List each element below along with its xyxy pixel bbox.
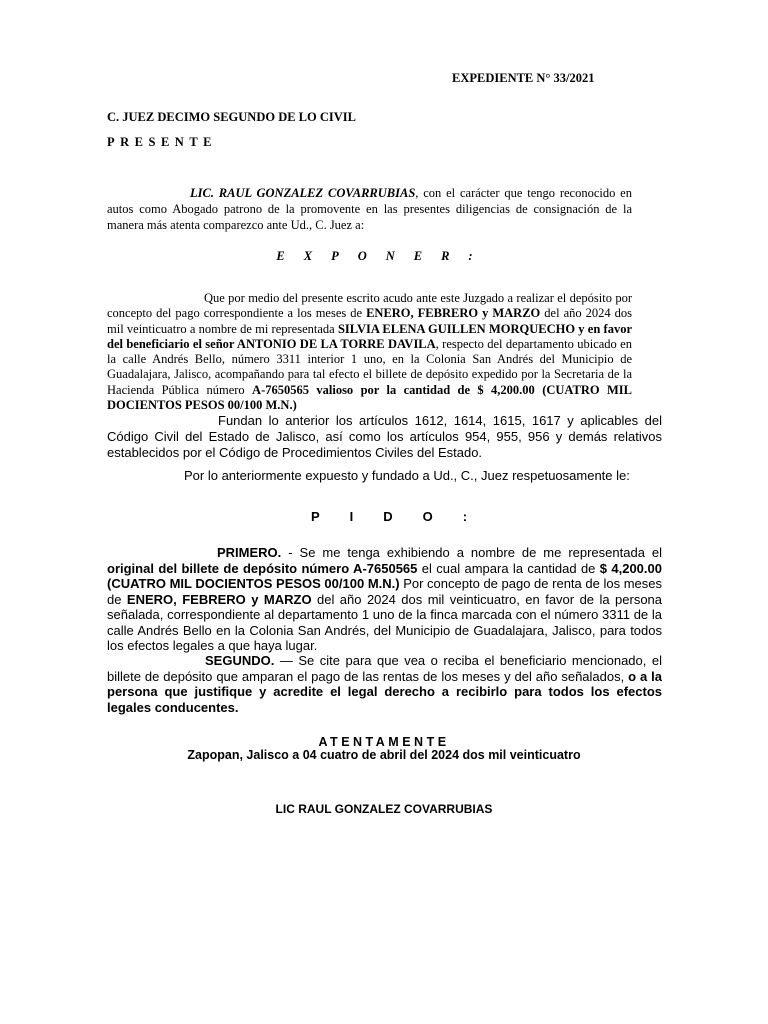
primero-paragraph <box>107 545 662 654</box>
atentamente-heading: ATENTAMENTE <box>318 735 450 749</box>
deposit-paragraph <box>107 291 632 413</box>
signature-name: LIC RAUL GONZALEZ COVARRUBIAS <box>275 802 493 816</box>
place-date: Zapopan, Jalisco a 04 cuatro de abril del 2024 dos mil veinticuatro <box>187 748 581 762</box>
exponer-heading: EXPONER: <box>276 249 492 263</box>
deposit-parties: SILVIA ELENA GUILLEN MORQUECHO y en favor del beneficiario el señor ANTONIO DE LA TORRE DAVILA <box>107 321 632 351</box>
deposit-amount: A-7650565 valioso por la cantidad de $ 4,200.00 (CUATRO MIL DOCIENTOS PESOS 00/100 M.N.) <box>107 382 632 413</box>
intro-paragraph <box>107 185 632 233</box>
legal-basis-text: Fundan lo anterior los artículos 1612, 1614, 1615, 1617 y aplicables del Código Civil del Estado de Jalisco, así como los artículos 954, 955, 956 y demás relativos establecidos por el Código de Procedimientos Civiles del Estado. <box>107 413 662 460</box>
request-intro: Por lo anteriormente expuesto y fundado a Ud., C., Juez respetuosamente le: <box>184 468 630 483</box>
intro-text: , con el carácter que tengo reconocido en autos como Abogado patrono de la promovente en las presentes diligencias de consignación de la manera más atenta comparezco ante Ud., C. Juez a: <box>107 186 632 232</box>
addressee: C. JUEZ DECIMO SEGUNDO DE LO CIVIL <box>107 110 356 124</box>
segundo-label: SEGUNDO. <box>205 653 275 668</box>
deposit-text-2: del año 2024 dos mil veinticuatro a nombre de mi representada <box>107 306 633 336</box>
primero-label: PRIMERO. <box>217 545 282 560</box>
deposit-text-3: , respecto del departamento ubicado en la calle Andrés Bello, número 3311 interior 1 uno, en la Colonia San Andrés del Municipio de Guadalajara, Jalisco, acompañando para tal efecto el billete de depósito expedido por la Secretaria de la Hacienda Pública número <box>107 336 632 397</box>
presente-heading: PRESENTE <box>107 135 217 149</box>
primero-text-3: Por concepto de pago de renta de los meses de <box>107 576 662 607</box>
deposit-text-1: Que por medio del presente escrito acudo ante este Juzgado a realizar el depósito por concepto del pago correspondiente a los meses de <box>107 291 632 321</box>
primero-text-1: - Se me tenga exhibiendo a nombre de me representada el <box>281 545 662 560</box>
primero-text-4: del año 2024 dos mil veinticuatro, en favor de la persona señalada, correspondiente al departamento 1 uno de la finca marcada con el número 3311 de la calle Andrés Bello en la Colonia San Andrés, del Municipio de Guadalajara, Jalisco, para todos los efectos legales a que haya lugar. <box>107 591 663 653</box>
segundo-bold: o a la persona que justifique y acredite el legal derecho a recibirlo para todos los efectos legales conducentes. <box>107 668 662 715</box>
primero-bold-1: original del billete de depósito número A-7650565 <box>107 560 418 576</box>
case-number: EXPEDIENTE N° 33/2021 <box>452 71 595 85</box>
primero-text-2: el cual ampara la cantidad de <box>417 560 600 576</box>
lawyer-name: LIC. RAUL GONZALEZ COVARRUBIAS <box>190 186 416 200</box>
legal-basis-paragraph <box>107 413 662 461</box>
primero-months: ENERO, FEBRERO y MARZO <box>126 591 312 607</box>
segundo-paragraph <box>107 653 662 715</box>
primero-amount: $ 4,200.00 (CUATRO MIL DOCIENTOS PESOS 00/100 M.N.) <box>107 560 662 591</box>
deposit-months: ENERO, FEBRERO y MARZO <box>366 306 541 321</box>
pido-heading: PIDO: <box>310 509 498 524</box>
segundo-text-1: — Se cite para que vea o reciba el beneficiario mencionado, el billete de depósito que amparan el pago de las rentas de los meses y del año señalados, <box>107 653 662 684</box>
